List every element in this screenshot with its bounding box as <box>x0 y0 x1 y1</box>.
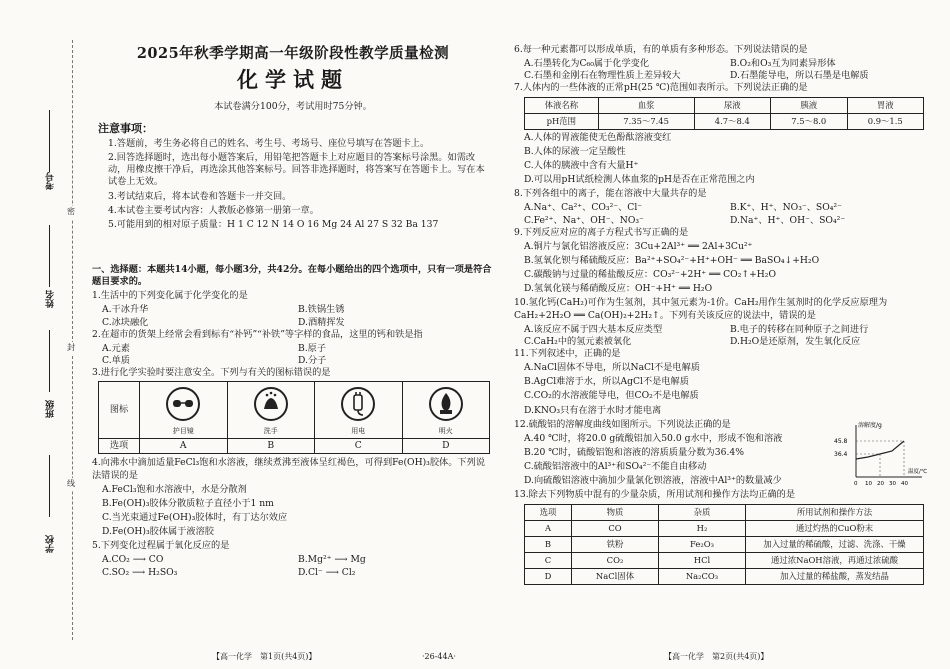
question-7: 7.人体内的一些体液的正常pH(25 ℃)范围如表所示。下列说法正确的是 <box>514 82 808 94</box>
caption: 护目镜 <box>172 426 194 435</box>
ph-table <box>524 97 924 130</box>
option-letter: A <box>140 439 228 454</box>
graph-tick: 0 <box>854 480 858 487</box>
table-cell: Na₂CO₃ <box>659 568 746 584</box>
ph-value: 4.7～8.4 <box>694 113 770 129</box>
q8-options <box>514 202 928 226</box>
solubility-graph <box>834 419 928 487</box>
option: D.氢氧化镁与稀硝酸反应：OH⁻+H⁺ ══ H₂O <box>524 283 713 295</box>
note-item: 1.答题前，考生务必将自己的姓名、考生号、考场号、座位号填写在答题卡上。 <box>108 138 430 149</box>
ph-header: 胃液 <box>847 97 924 113</box>
table-cell: 铁粉 <box>572 536 659 552</box>
table-cell: D <box>525 568 572 584</box>
name-blank <box>49 225 50 287</box>
graph-y2: 36.4 <box>834 450 848 458</box>
seal-line <box>72 40 73 640</box>
option: A.40 ℃时，将20.0 g硫酸铝加入50.0 g水中，形成不饱和溶液 <box>524 432 783 444</box>
ph-value: 7.5～8.0 <box>771 113 847 129</box>
option: A.Na⁺、Ca²⁺、CO₃²⁻、Cl⁻ <box>524 202 643 214</box>
option: C.CO₂的水溶液能导电，但CO₂不是电解质 <box>524 390 699 402</box>
question-4: 4.向沸水中滴加适量FeCl₃饱和水溶液，继续煮沸至液体呈红褐色，可得到Fe(OH)₃胶体。下列说法错误的是 <box>92 457 485 481</box>
graph-y1: 45.8 <box>834 437 848 445</box>
graph-ylabel: 溶解度/g <box>858 421 882 429</box>
notes-list <box>98 138 490 233</box>
hand-wash-icon <box>252 385 290 423</box>
table-row <box>525 536 924 552</box>
class-blank <box>49 330 50 392</box>
question-13: 13.除去下列物质中混有的少量杂质，所用试剂和操作方法均正确的是 <box>514 489 796 501</box>
section-one <box>92 264 492 579</box>
ph-header: 血浆 <box>598 97 694 113</box>
option: A.铜片与氯化铝溶液反应：3Cu+2Al³⁺ ══ 2Al+3Cu²⁺ <box>524 240 753 252</box>
caption: 洗手 <box>263 426 278 435</box>
ph-header: 尿液 <box>694 97 770 113</box>
electric-sign <box>315 382 403 439</box>
table-cell: 加入过量的稀盐酸，蒸发结晶 <box>746 568 924 584</box>
option: B.氢氧化钡与稀硫酸反应：Ba²⁺+SO₄²⁻+H⁺+OH⁻ ══ BaSO₄↓+H₂O <box>524 255 820 267</box>
table-row <box>525 568 924 584</box>
option: C.碳酸钠与过量的稀盐酸反应：CO₃²⁻+2H⁺ ══ CO₂↑+H₂O <box>524 269 777 281</box>
page-footer-left: 【高一化学 第1页(共4页)】 <box>212 652 317 661</box>
option: B.Fe(OH)₃胶体分散质粒子直径小于1 nm <box>102 497 274 509</box>
cut-mark-mi: 密 <box>67 206 75 219</box>
question-9: 9.下列反应对应的离子方程式书写正确的是 <box>514 226 689 238</box>
option: A.人体的胃液能使无色酚酞溶液变红 <box>524 131 672 143</box>
table-cell: CO <box>572 520 659 536</box>
ph-row-label: pH范围 <box>525 113 599 129</box>
question-3: 3.进行化学实验时要注意安全。下列与有关的图标错误的是 <box>92 367 331 379</box>
option-letter: B <box>227 439 315 454</box>
option-letter: D <box>402 439 490 454</box>
option: D.KNO₃只有在溶于水时才能电离 <box>524 404 662 416</box>
goggles-sign <box>140 382 228 439</box>
question-12: 12.硫酸铝的溶解度曲线如图所示。下列说法正确的是 <box>514 418 731 430</box>
ph-value: 7.35～7.45 <box>598 113 694 129</box>
note-item: 4.本试卷主要考试内容：人教版必修第一册第一章。 <box>108 204 319 216</box>
table-cell: 加入过量的稀硫酸，过滤、洗涤、干燥 <box>746 536 924 552</box>
table-cell: CO₂ <box>572 552 659 568</box>
option: C.SO₂ ⟶ H₂SO₃ <box>102 566 178 578</box>
option: D.H₂O是还原剂，发生氧化反应 <box>730 335 861 347</box>
option: B.20 ℃时，硫酸铝饱和溶液的溶质质量分数为36.4% <box>524 446 744 458</box>
option: C.硫酸铝溶液中的Al³⁺和SO₄²⁻不能自由移动 <box>524 461 707 473</box>
imp-header: 选项 <box>525 504 572 520</box>
option: B.铁锅生锈 <box>298 304 345 316</box>
electricity-icon <box>339 385 377 423</box>
section-title: 一、选择题：本题共14小题，每小题3分，共42分。在每小题给出的四个选项中，只有一项是符合题目要求的。 <box>92 264 492 288</box>
table-row <box>525 552 924 568</box>
option: B.Mg²⁺ ⟶ Mg <box>298 554 366 566</box>
question-8: 8.下列各组中的离子，能在溶液中大量共存的是 <box>514 188 707 200</box>
option: B.人体的尿液一定呈酸性 <box>524 145 626 157</box>
option: A.该反应不属于四大基本反应类型 <box>524 323 663 335</box>
exam-no-label: 考号 <box>46 172 56 190</box>
note-item: 3.考试结束后，将本试卷和答题卡一并交回。 <box>108 190 292 202</box>
graph-tick: 10 <box>865 480 872 487</box>
option: B.AgCl难溶于水，所以AgCl不是电解质 <box>524 376 689 388</box>
class-label: 班级 <box>46 400 56 418</box>
table-row <box>525 520 924 536</box>
flame-icon <box>427 385 465 423</box>
option: A.FeCl₃饱和水溶液中，水是分散剂 <box>102 483 247 495</box>
option: C.石墨和金刚石在物理性质上差异较大 <box>524 70 681 82</box>
option: A.NaCl固体不导电，所以NaCl不是电解质 <box>524 362 700 374</box>
table-cell: Fe₂O₃ <box>659 536 746 552</box>
cut-mark-feng: 封 <box>67 342 75 355</box>
option: C.单质 <box>102 354 130 366</box>
option: B.原子 <box>298 342 327 354</box>
option: C.人体的胰液中含有大量H⁺ <box>524 160 639 172</box>
ph-header: 胰液 <box>771 97 847 113</box>
safety-icon-table <box>98 381 490 454</box>
option: D.Cl⁻ ⟶ Cl₂ <box>298 566 356 578</box>
table-cell: NaCl固体 <box>572 568 659 584</box>
page-footer-right: 【高一化学 第2页(共4页)】 <box>664 652 769 661</box>
notes-title: 注意事项： <box>98 122 153 135</box>
graph-xlabel: 温度/℃ <box>908 468 928 475</box>
right-questions <box>514 44 928 585</box>
note-item: 5.可能用到的相对原子质量：H 1 C 12 N 14 O 16 Mg 24 Al 27 S 32 Ba 137 <box>108 218 439 230</box>
caption: 明火 <box>438 426 453 435</box>
option: A.石墨转化为C₆₀属于化学变化 <box>524 58 650 70</box>
exam-code: ·26-44A· <box>422 652 456 661</box>
option-letter: C <box>315 439 403 454</box>
question-11: 11.下列叙述中，正确的是 <box>514 348 621 359</box>
binding-margin <box>0 0 88 669</box>
q10-options <box>514 324 928 348</box>
flame-sign <box>402 382 490 439</box>
option-row-label: 选项 <box>99 439 140 454</box>
table-cell: B <box>525 536 572 552</box>
option: A.干冰升华 <box>102 304 149 316</box>
table-cell: H₂ <box>659 520 746 536</box>
cut-mark-xian: 线 <box>67 478 75 491</box>
option: C.Fe²⁺、Na⁺、OH⁻、NO₃⁻ <box>524 214 644 226</box>
option: A.CO₂ ⟶ CO <box>102 554 164 566</box>
option: D.可以用pH试纸检测人体血浆的pH是否在正常范围之内 <box>524 174 755 186</box>
option: B.O₂和O₃互为同素异形体 <box>730 58 836 70</box>
option: D.分子 <box>298 354 327 366</box>
table-cell: 通过灼热的CuO粉末 <box>746 520 924 536</box>
caption: 用电 <box>351 426 366 435</box>
question-5: 5.下列变化过程属于氧化反应的是 <box>92 540 230 552</box>
school-blank <box>49 455 50 517</box>
exam-meta: 本试卷满分100分，考试用时75分钟。 <box>214 101 372 112</box>
imp-header: 物质 <box>572 504 659 520</box>
graph-tick: 20 <box>877 480 884 487</box>
option: D.石墨能导电，所以石墨是电解质 <box>730 70 869 82</box>
impurity-table <box>524 504 924 585</box>
ph-header: 体液名称 <box>525 97 599 113</box>
exam-no-blank <box>49 110 50 172</box>
table-cell: A <box>525 520 572 536</box>
option: C.CaH₂中的氢元素被氧化 <box>524 335 632 347</box>
question-2: 2.在超市的货架上经常会看到标有“补钙”“补铁”等字样的食品，这里的钙和铁是指 <box>92 328 423 340</box>
table-cell: 通过浓NaOH溶液，再通过浓硫酸 <box>746 552 924 568</box>
table-cell: HCl <box>659 552 746 568</box>
option: A.元素 <box>102 342 130 354</box>
imp-header: 所用试剂和操作方法 <box>746 504 924 520</box>
option: D.Fe(OH)₃胶体属于液溶胶 <box>102 526 214 538</box>
option: B.电子的转移在同种原子之间进行 <box>730 323 869 335</box>
handwash-sign <box>227 382 315 439</box>
option: D.酒精挥发 <box>298 316 345 328</box>
imp-header: 杂质 <box>659 504 746 520</box>
q5-options <box>92 554 492 578</box>
option: B.K⁺、H⁺、NO₃⁻、SO₄²⁻ <box>730 202 842 214</box>
goggles-icon <box>164 385 202 423</box>
question-6: 6.每一种元素都可以形成单质，有的单质有多种形态。下列说法错误的是 <box>514 44 808 55</box>
ph-value: 0.9～1.5 <box>847 113 924 129</box>
question-10: 10.氢化钙(CaH₂)可作为生氢剂，其中氢元素为-1价。CaH₂用作生氢剂时的化学反应原理为CaH₂+2H₂O ══ Ca(OH)₂+2H₂↑。下列有关该反应的说法中，错误的是 <box>514 297 888 321</box>
name-label: 姓名 <box>46 290 56 308</box>
option: D.Na⁺、H⁺、OH⁻、SO₄²⁻ <box>730 214 846 226</box>
option: C.冰块融化 <box>102 316 149 328</box>
q2-options <box>92 343 492 367</box>
option: D.向硫酸铝溶液中滴加少量氯化钡溶液，溶液中Al³⁺的数量减少 <box>524 475 782 487</box>
table-cell: C <box>525 552 572 568</box>
note-item: 2.回答选择题时，选出每小题答案后，用铅笔把答题卡上对应题目的答案标号涂黑。如需改动，用橡皮擦干净后，再选涂其他答案标号。回答非选择题时，将答案写在答题卡上。写在本试卷上无效。 <box>108 152 485 188</box>
option: C.当光束通过Fe(OH)₃胶体时，有丁达尔效应 <box>102 511 288 523</box>
subject-title: 化学试题 <box>237 67 349 92</box>
q1-options <box>92 304 492 328</box>
exam-title: 2025年秋季学期高一年级阶段性教学质量检测 <box>136 45 450 62</box>
q6-options <box>514 58 928 82</box>
school-label: 学校 <box>46 535 56 553</box>
graph-tick: 30 <box>889 480 896 487</box>
icon-row-label: 图标 <box>99 382 140 439</box>
question-1: 1.生活中的下列变化属于化学变化的是 <box>92 290 248 302</box>
graph-tick: 40 <box>901 480 908 487</box>
